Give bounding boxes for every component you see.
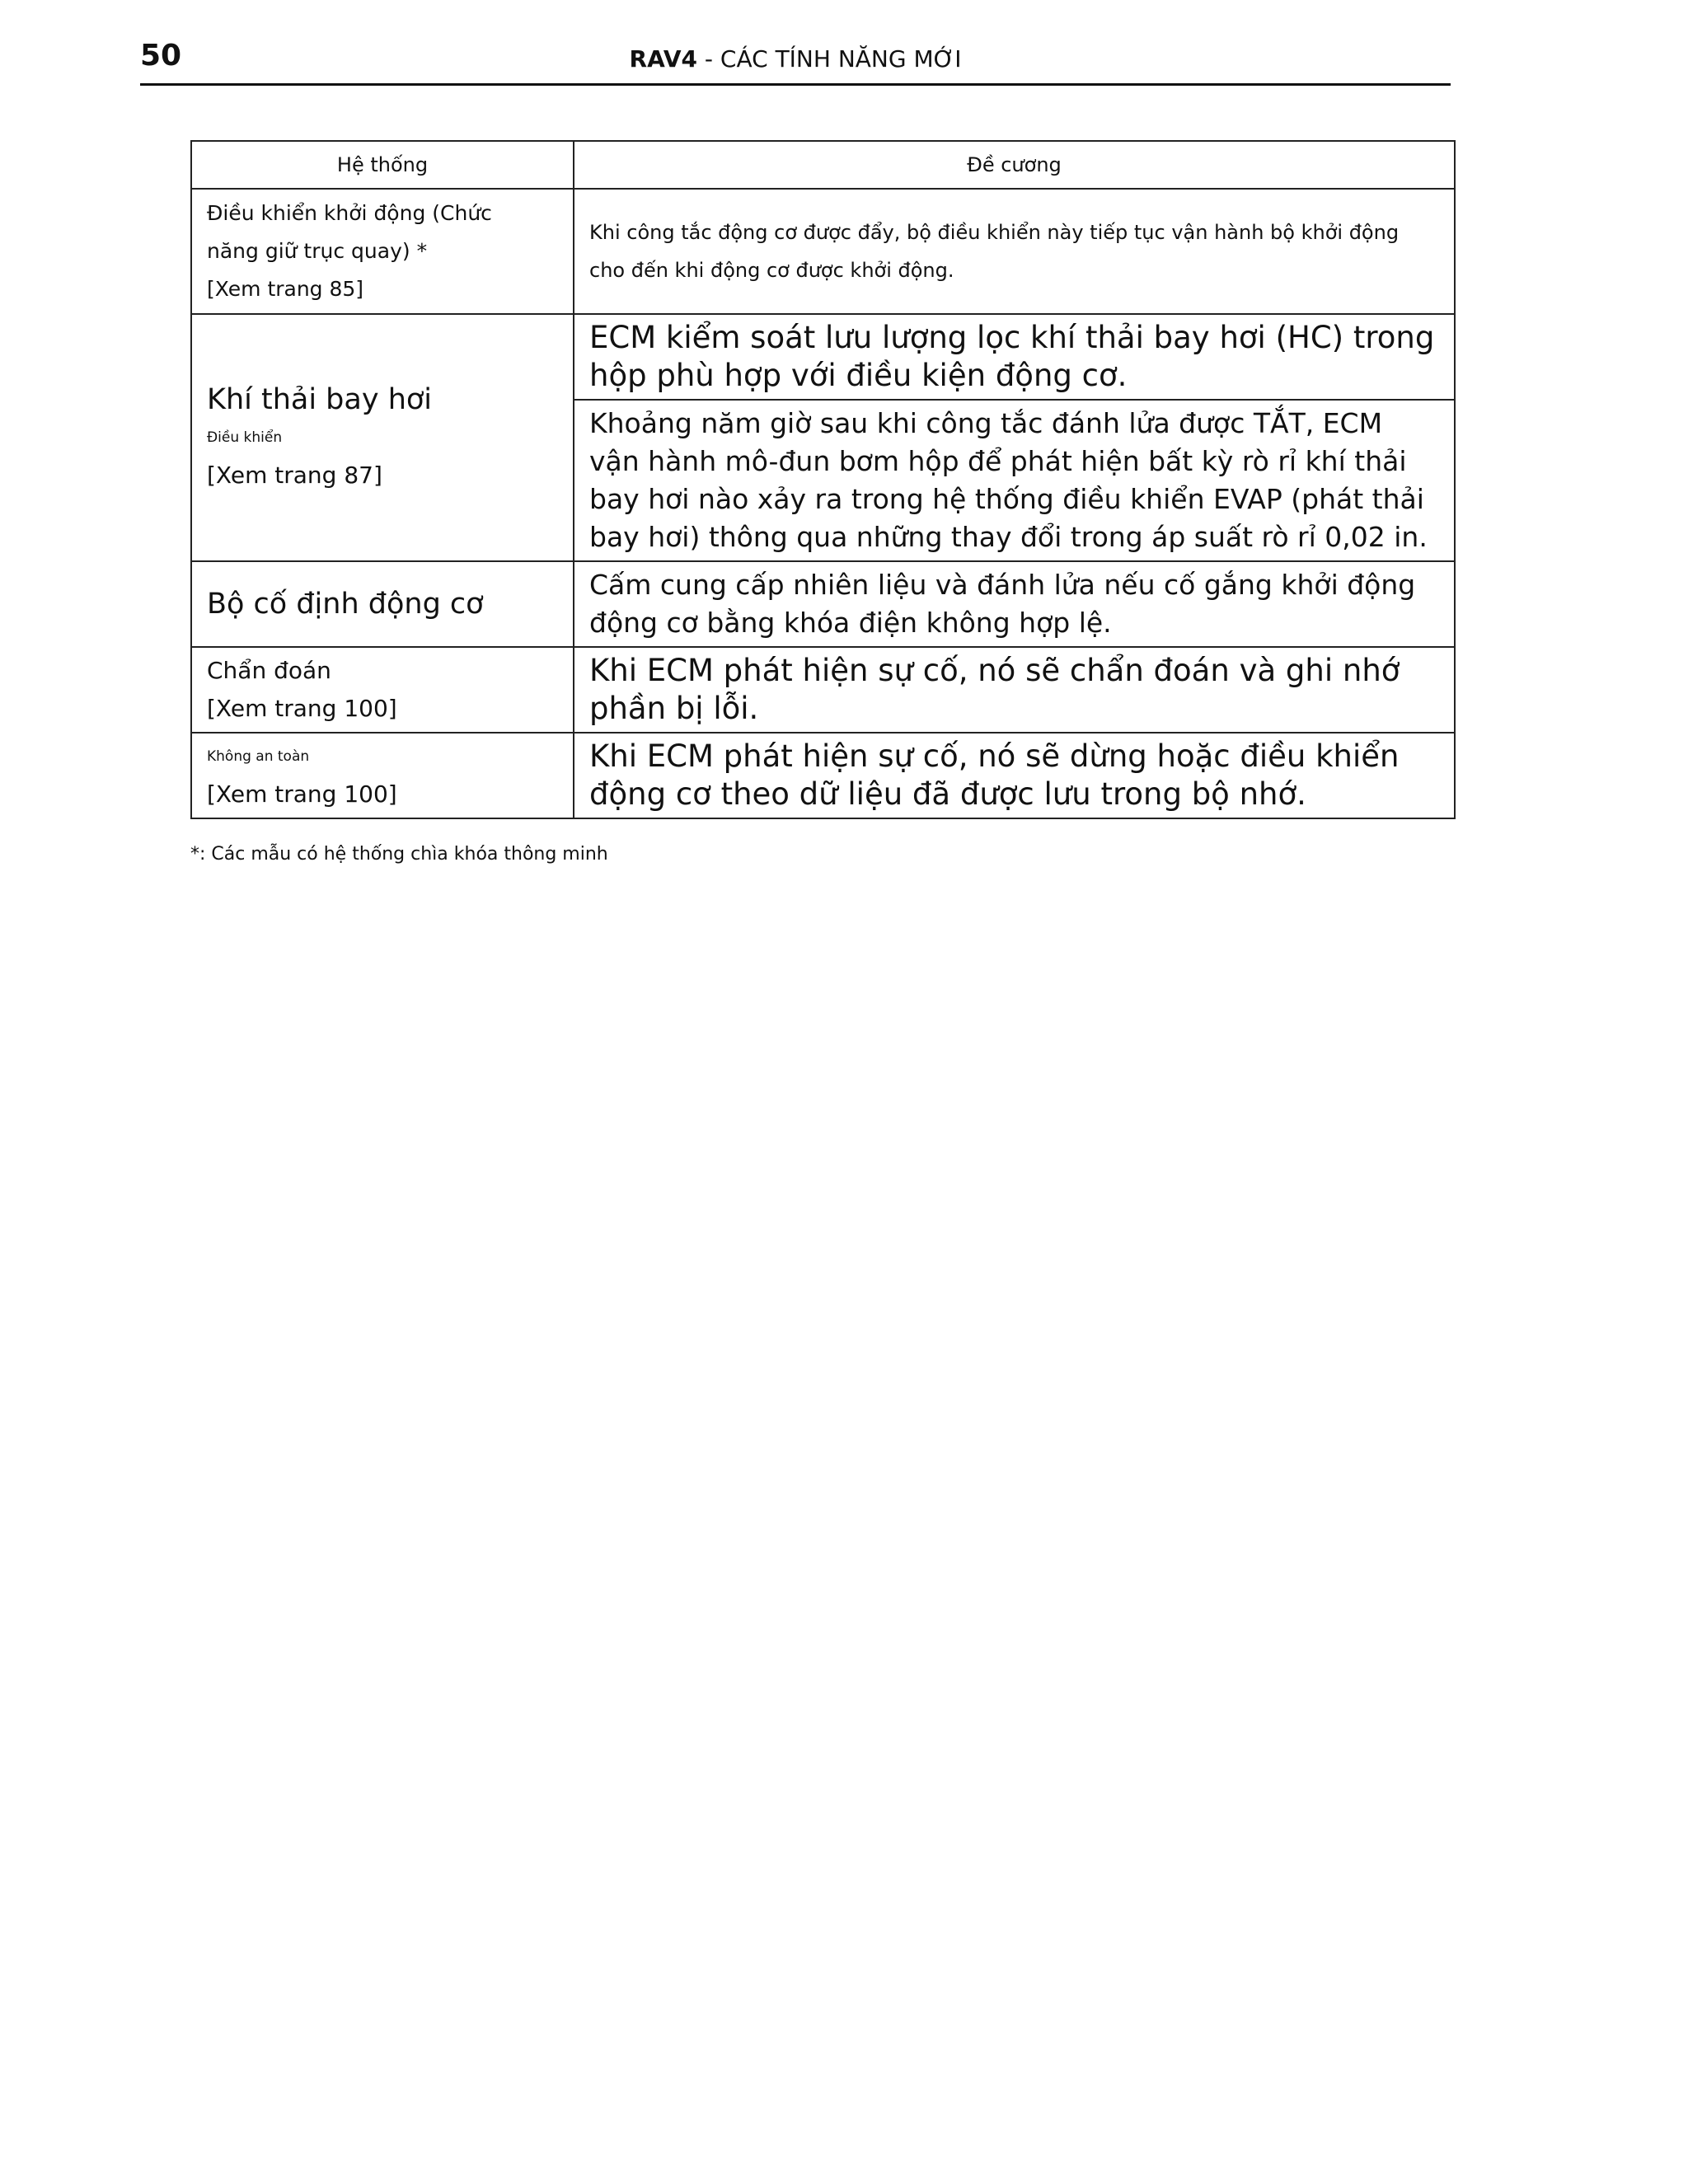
system-cell [191, 189, 574, 314]
description-cell: Khi ECM phát hiện sự cố, nó sẽ dừng hoặc điều khiển động cơ theo dữ liệu đã được lưu trong bộ nhớ. [574, 733, 1455, 818]
system-cell [191, 647, 574, 733]
system-page-reference: [Xem trang 85] [207, 277, 364, 301]
page-number: 50 [140, 39, 182, 73]
system-name-line: Khí thải bay hơi [207, 383, 433, 416]
system-outline-table [190, 140, 1456, 819]
table-header-row [191, 141, 1455, 189]
column-header-outline: Đề cương [574, 141, 1455, 189]
description-cell: Cấm cung cấp nhiên liệu và đánh lửa nếu cố gắng khởi động động cơ bằng khóa điện không hợp lệ. [574, 561, 1455, 647]
table-row [191, 561, 1455, 647]
table-row [191, 733, 1455, 818]
system-cell [191, 733, 574, 818]
system-page-reference: [Xem trang 87] [207, 462, 382, 489]
header-model: RAV4 [629, 45, 697, 73]
system-name-line: Chẩn đoán [207, 657, 331, 684]
running-header [0, 43, 1591, 76]
description-cell: Khoảng năm giờ sau khi công tắc đánh lửa được TẮT, ECM vận hành mô-đun bơm hộp để phát hiện bất kỳ rò rỉ khí thải bay hơi nào xảy ra trong hệ thống điều khiển EVAP (phát thải bay hơi) thông qua những thay đổi trong áp suất rò rỉ 0,02 in. [574, 400, 1455, 561]
system-name-line: Điều khiển khởi động (Chức [207, 201, 492, 225]
table-row [191, 314, 1455, 400]
description-cell: Khi công tắc động cơ được đẩy, bộ điều khiển này tiếp tục vận hành bộ khởi động cho đến khi động cơ được khởi động. [574, 189, 1455, 314]
footnote: *: Các mẫu có hệ thống chìa khóa thông minh [190, 844, 608, 865]
column-header-system: Hệ thống [191, 141, 574, 189]
description-cell: ECM kiểm soát lưu lượng lọc khí thải bay hơi (HC) trong hộp phù hợp với điều kiện động cơ. [574, 314, 1455, 400]
system-page-reference: [Xem trang 100] [207, 695, 397, 722]
header-title: CÁC TÍNH NĂNG MỚI [720, 45, 962, 73]
system-name-line: Bộ cố định động cơ [207, 588, 484, 621]
table-row [191, 189, 1455, 314]
system-name-line: năng giữ trục quay) * [207, 239, 428, 263]
table-row [191, 647, 1455, 733]
system-cell [191, 561, 574, 647]
description-cell: Khi ECM phát hiện sự cố, nó sẽ chẩn đoán và ghi nhớ phần bị lỗi. [574, 647, 1455, 733]
header-rule [140, 83, 1451, 86]
system-name-line: Điều khiển [207, 429, 283, 446]
system-name-line: Không an toàn [207, 748, 310, 765]
system-page-reference: [Xem trang 100] [207, 780, 397, 808]
header-separator: - [697, 45, 720, 73]
system-cell [191, 314, 574, 561]
